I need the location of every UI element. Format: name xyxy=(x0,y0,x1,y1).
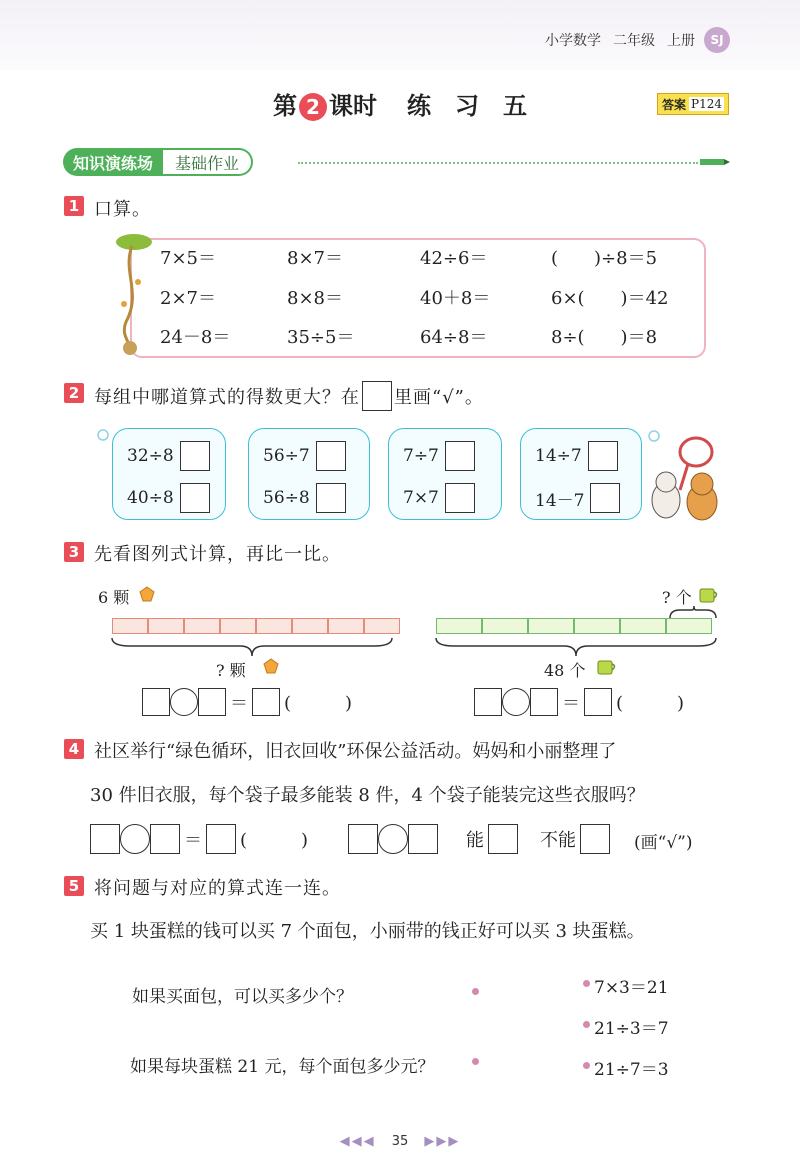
question-1-title: 口算。 xyxy=(94,199,151,220)
right-top-label: ? 个 xyxy=(662,588,692,607)
calc-r1-c4: ( )÷8＝5 xyxy=(551,248,658,269)
calc-r1-c1: 7×5＝ xyxy=(160,248,216,269)
number-box[interactable] xyxy=(584,688,612,716)
match-dot-eq3[interactable] xyxy=(583,1062,590,1069)
match-dot-q1[interactable] xyxy=(472,988,479,995)
lesson-name: 练 习 五 xyxy=(407,92,527,120)
match-dot-eq2[interactable] xyxy=(583,1021,590,1028)
answer-label: 答案 xyxy=(662,97,687,112)
left-brace xyxy=(110,636,394,658)
question-4-line-1: 社区举行“绿色循环，旧衣回收”环保公益活动。妈妈和小丽整理了 xyxy=(94,741,617,762)
book-info xyxy=(545,30,695,50)
compare-3a: 7÷7 xyxy=(403,446,439,466)
left-top-label: 6 颗 xyxy=(98,588,130,607)
compare-group-1 xyxy=(112,428,226,520)
match-question-1: 如果买面包，可以买多少个？ xyxy=(132,987,353,1007)
compare-group-2 xyxy=(248,428,370,520)
compare-1a: 32÷8 xyxy=(127,446,174,466)
compare-2a: 56÷7 xyxy=(263,446,310,466)
q4-compare xyxy=(348,824,438,854)
cup-icon xyxy=(596,658,618,676)
lesson-number: 2 xyxy=(299,93,327,121)
calc-r3-c1: 24－8＝ xyxy=(160,327,231,348)
question-2-title xyxy=(94,381,484,411)
match-question-2: 如果每块蛋糕 21 元，每个面包多少元？ xyxy=(130,1057,435,1077)
q4-equation: ＝ ( ) xyxy=(90,824,312,854)
compare-4b: 14－7 xyxy=(535,490,585,511)
match-equation-3: 21÷7＝3 xyxy=(594,1060,669,1080)
compare-4a: 14÷7 xyxy=(535,446,582,466)
question-2-title-before: 每组中哪道算式的得数更大？在 xyxy=(94,387,360,408)
question-5-context: 买 1 块蛋糕的钱可以买 7 个面包，小丽带的钱正好可以买 3 块蛋糕。 xyxy=(90,921,645,942)
cannot-check-box[interactable] xyxy=(580,824,610,854)
question-number-4: 4 xyxy=(64,739,84,759)
question-4-line-2: 30 件旧衣服，每个袋子最多能装 8 件，4 个袋子能装完这些衣服吗？ xyxy=(90,785,645,806)
unit-paren: ( ) xyxy=(240,830,309,851)
calc-r1-c2: 8×7＝ xyxy=(287,248,343,269)
vine-icon xyxy=(112,232,156,356)
check-box[interactable] xyxy=(316,441,346,471)
cats-illustration-icon xyxy=(640,430,730,526)
operator-circle[interactable] xyxy=(378,824,408,854)
calc-r3-c4: 8÷( )＝8 xyxy=(551,327,658,348)
prev-arrows-icon: ◀◀◀ xyxy=(339,1134,376,1149)
can-label: 能 xyxy=(466,830,484,851)
can-check-box[interactable] xyxy=(488,824,518,854)
match-equation-1: 7×3＝21 xyxy=(594,978,669,998)
calc-r2-c3: 40＋8＝ xyxy=(420,288,491,309)
operator-circle[interactable] xyxy=(170,688,198,716)
match-equation-2: 21÷3＝7 xyxy=(594,1019,669,1039)
number-box[interactable] xyxy=(530,688,558,716)
section-main: 知识演练场 xyxy=(63,148,163,176)
question-3-title: 先看图列式计算，再比一比。 xyxy=(94,544,341,565)
section-sub: 基础作业 xyxy=(163,148,253,176)
number-box[interactable] xyxy=(252,688,280,716)
section-divider xyxy=(298,162,698,164)
subject-label: 小学数学 xyxy=(545,33,601,49)
compare-1b: 40÷8 xyxy=(127,488,174,508)
number-box[interactable] xyxy=(142,688,170,716)
left-equation: ＝ ( ) xyxy=(142,688,356,716)
page-number: 35 xyxy=(391,1134,409,1149)
cannot-label: 不能 xyxy=(540,830,576,851)
grade-label: 二年级 xyxy=(613,33,655,49)
check-box[interactable] xyxy=(316,483,346,513)
q4-can-option xyxy=(462,824,518,854)
calc-r2-c2: 8×8＝ xyxy=(287,288,343,309)
calc-r2-c4: 6×( )＝42 xyxy=(551,288,669,309)
match-dot-eq1[interactable] xyxy=(583,980,590,987)
right-bottom-label: 48 个 xyxy=(544,661,586,680)
compare-group-4 xyxy=(520,428,642,520)
lesson-prefix: 第 xyxy=(273,92,297,120)
q4-cannot-option xyxy=(536,824,610,854)
gem-icon xyxy=(138,585,156,603)
question-number-2: 2 xyxy=(64,383,84,403)
number-box[interactable] xyxy=(408,824,438,854)
number-box[interactable] xyxy=(206,824,236,854)
check-box[interactable] xyxy=(590,483,620,513)
check-box[interactable] xyxy=(445,441,475,471)
lesson-suffix: 课时 xyxy=(329,92,377,120)
question-number-1: 1 xyxy=(64,196,84,216)
calc-r1-c3: 42÷6＝ xyxy=(420,248,488,269)
answer-page: P124 xyxy=(691,97,722,111)
pencil-icon xyxy=(700,157,730,167)
question-5-title: 将问题与对应的算式连一连。 xyxy=(94,878,341,899)
answer-reference[interactable] xyxy=(657,93,729,115)
q4-hint: (画“√”) xyxy=(634,833,693,853)
question-number-5: 5 xyxy=(64,876,84,896)
bubble-icon xyxy=(96,428,110,442)
unit-paren: ( ) xyxy=(616,693,685,714)
left-bottom-label: ? 颗 xyxy=(216,661,246,680)
edition-badge: SJ xyxy=(704,27,730,53)
calc-r3-c2: 35÷5＝ xyxy=(287,327,355,348)
operator-circle[interactable] xyxy=(120,824,150,854)
right-bead-bar xyxy=(436,618,712,634)
compare-group-3 xyxy=(388,428,502,520)
cup-icon xyxy=(698,586,720,604)
right-equation: ＝ ( ) xyxy=(474,688,688,716)
operator-circle[interactable] xyxy=(502,688,530,716)
gem-icon xyxy=(262,657,280,675)
left-bead-bar xyxy=(112,618,400,634)
right-brace xyxy=(434,636,718,658)
section-header xyxy=(63,148,253,176)
number-box[interactable] xyxy=(474,688,502,716)
check-box[interactable] xyxy=(180,441,210,471)
unit-paren: ( ) xyxy=(284,693,353,714)
check-box[interactable] xyxy=(180,483,210,513)
number-box[interactable] xyxy=(348,824,378,854)
calc-r3-c3: 64÷8＝ xyxy=(420,327,488,348)
number-box[interactable] xyxy=(150,824,180,854)
next-arrows-icon: ▶▶▶ xyxy=(424,1134,461,1149)
check-box[interactable] xyxy=(445,483,475,513)
page-footer xyxy=(0,1134,800,1149)
answer-box-sample xyxy=(362,381,392,411)
question-number-3: 3 xyxy=(64,542,84,562)
question-2-title-after: 里画“√”。 xyxy=(394,387,484,408)
compare-2b: 56÷8 xyxy=(263,488,310,508)
calc-r2-c1: 2×7＝ xyxy=(160,288,216,309)
number-box[interactable] xyxy=(198,688,226,716)
match-dot-q2[interactable] xyxy=(472,1058,479,1065)
number-box[interactable] xyxy=(90,824,120,854)
volume-label: 上册 xyxy=(667,33,695,49)
check-box[interactable] xyxy=(588,441,618,471)
compare-3b: 7×7 xyxy=(403,488,439,508)
